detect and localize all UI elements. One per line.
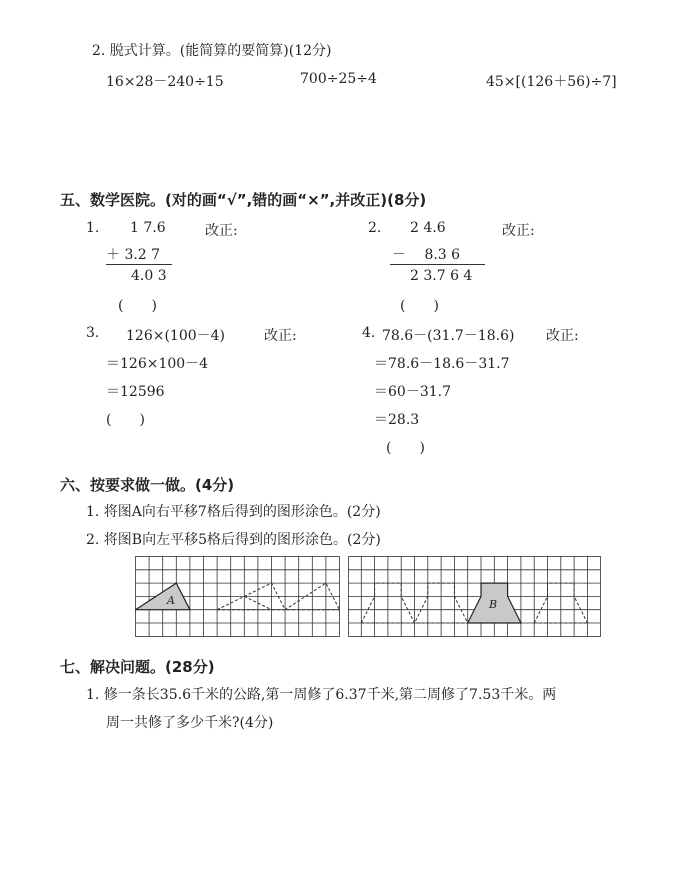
grid-a	[135, 556, 341, 638]
shape-b-label: B	[489, 598, 498, 611]
section-6-item-1: 1. 将图A向右平移7格后得到的图形涂色。(2分)	[86, 504, 381, 520]
problem-1-fix-label: 改正:	[205, 223, 238, 239]
problem-3-step-1: ＝126×100－4	[106, 356, 209, 372]
expression-2: 700÷25÷4	[300, 71, 377, 87]
section-7-question-1-line-2: 周一共修了多少千米?(4分)	[106, 715, 274, 731]
section-6-item-2: 2. 将图B向左平移5格后得到的图形涂色。(2分)	[86, 532, 381, 548]
section-6-title: 六、按要求做一做。(4分)	[60, 476, 235, 494]
problem-3-expression: 126×(100－4)	[126, 328, 226, 344]
problem-3-number: 3.	[86, 325, 100, 341]
problem-1-number: 1.	[86, 220, 100, 236]
problem-4-step-1: ＝78.6－18.6－31.7	[374, 356, 510, 372]
grid-b	[348, 556, 602, 638]
problem-2-judge-paren[interactable]: ( )	[400, 298, 439, 314]
problem-1-result: 4.0 3	[131, 268, 167, 284]
section-7-title: 七、解决问题。(28分)	[60, 658, 215, 676]
problem-1-row1: 1 7.6	[130, 220, 166, 236]
section-5-title: 五、数学医院。(对的画“√”,错的画“×”,并改正)(8分)	[60, 191, 427, 209]
problem-4-judge-paren[interactable]: ( )	[386, 440, 425, 456]
problem-1-judge-paren[interactable]: ( )	[118, 298, 157, 314]
problem-2-result: 2 3.7 6 4	[410, 268, 473, 284]
problem-2-fix-label: 改正:	[502, 223, 535, 239]
section-7-question-1-line-1: 1. 修一条长35.6千米的公路,第一周修了6.37千米,第二周修了7.53千米。两	[86, 687, 557, 703]
problem-2-number: 2.	[368, 220, 382, 236]
problem-4-fix-label: 改正:	[546, 328, 579, 344]
problem-3-step-2: ＝12596	[106, 384, 165, 400]
problem-4-expression: 78.6－(31.7－18.6)	[382, 328, 515, 344]
shape-a-label: A	[167, 594, 175, 607]
problem-2-row2: － 8.3 6	[392, 247, 461, 263]
problem-3-fix-label: 改正:	[264, 328, 297, 344]
problem-1-sum-line	[106, 264, 172, 265]
question-2-heading: 2. 脱式计算。(能简算的要简算)(12分)	[92, 43, 332, 59]
problem-2-row1: 2 4.6	[410, 220, 446, 236]
grid-b-lines	[348, 556, 601, 637]
problem-2-diff-line	[390, 264, 485, 265]
problem-1-row2: ＋ 3.2 7	[106, 247, 161, 263]
problem-4-step-3: ＝28.3	[374, 412, 420, 428]
expression-3: 45×[(126＋56)÷7]	[486, 74, 617, 90]
problem-4-number: 4.	[362, 325, 376, 341]
problem-3-judge-paren[interactable]: ( )	[106, 412, 145, 428]
expression-1: 16×28－240÷15	[106, 74, 224, 90]
problem-4-step-2: ＝60－31.7	[374, 384, 451, 400]
